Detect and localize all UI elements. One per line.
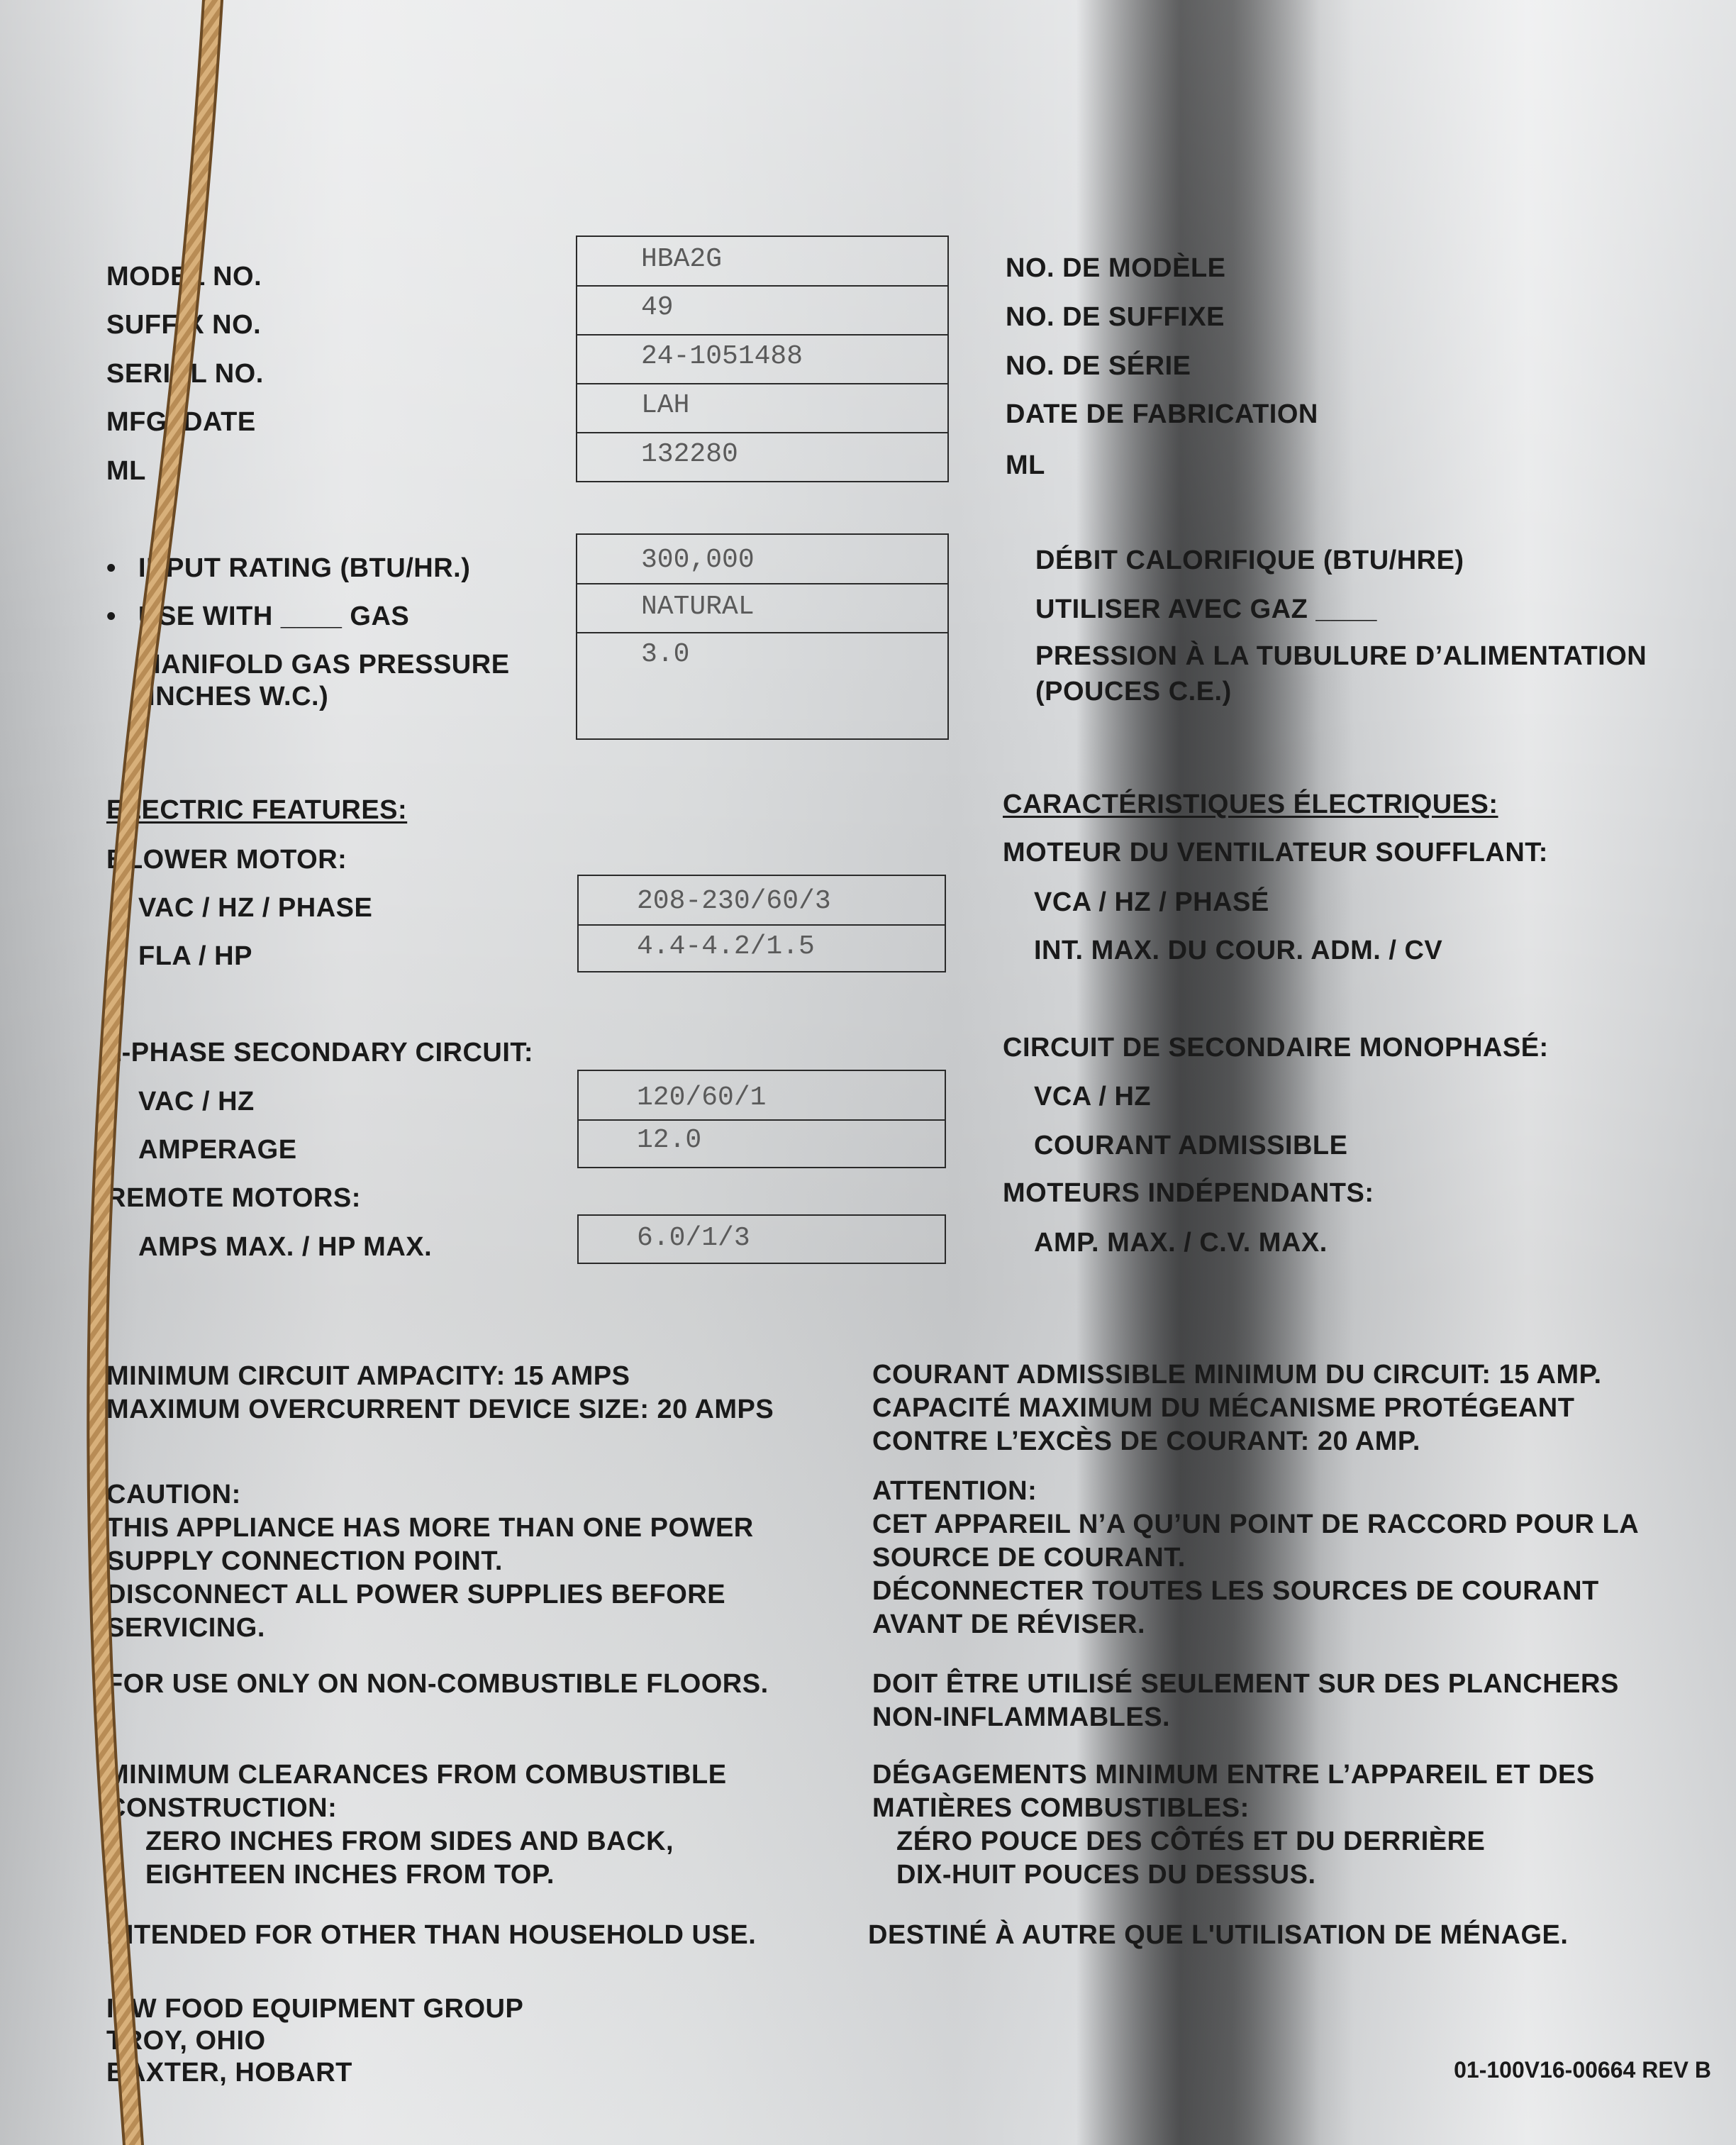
fr-attention-line-1: CET APPAREIL N’A QU’UN POINT DE RACCORD POUR LA [872, 1509, 1640, 1539]
floor-notice: FOR USE ONLY ON NON-COMBUSTIBLE FLOORS. [106, 1669, 769, 1699]
fr-attention-heading: ATTENTION: [872, 1476, 1037, 1506]
blower-motor-heading-fr: MOTEUR DU VENTILATEUR SOUFFLANT: [1003, 838, 1548, 868]
fr-floor-line-2: NON-INFLAMMABLES. [872, 1702, 1171, 1732]
part-number: 01-100V16-00664 REV B [1454, 2057, 1711, 2083]
label-fr-manifold-units: (POUCES C.E.) [1035, 677, 1232, 706]
electric-features-heading-fr: CARACTÉRISTIQUES ÉLECTRIQUES: [1003, 789, 1498, 819]
vac-hz-phase-value: 208-230/60/3 [637, 886, 831, 916]
label-ml: ML [106, 456, 146, 486]
label-amps-hp-max: AMPS MAX. / HP MAX. [138, 1232, 433, 1262]
amperage-value: 12.0 [637, 1125, 702, 1155]
remote-motors-heading: REMOTE MOTORS: [106, 1183, 361, 1213]
remote-motors-heading-fr: MOTEURS INDÉPENDANTS: [1003, 1178, 1374, 1208]
label-fla-hp: FLA / HP [138, 941, 252, 971]
max-overcurrent-size: MAXIMUM OVERCURRENT DEVICE SIZE: 20 AMPS [106, 1395, 774, 1424]
ml-value: 132280 [641, 439, 738, 470]
caution-line-1: THIS APPLIANCE HAS MORE THAN ONE POWER [106, 1513, 754, 1543]
caution-line-2: SUPPLY CONNECTION POINT. [106, 1546, 503, 1576]
label-fr-manifold: PRESSION À LA TUBULURE D’ALIMENTATION [1035, 641, 1647, 671]
label-manifold-pressure: MANIFOLD GAS PRESSURE [138, 650, 510, 680]
blower-value-box [577, 875, 946, 972]
secondary-circuit-heading: 1-PHASE SECONDARY CIRCUIT: [106, 1038, 534, 1068]
fr-clearance-line-3: ZÉRO POUCE DES CÔTÉS ET DU DERRIÈRE [896, 1827, 1486, 1856]
label-fr-fla-hp: INT. MAX. DU COUR. ADM. / CV [1034, 936, 1443, 965]
label-fr-vac-hz: VCA / HZ [1034, 1082, 1152, 1112]
caution-line-4: SERVICING. [106, 1613, 265, 1643]
label-fr-amps-hp-max: AMP. MAX. / C.V. MAX. [1034, 1228, 1328, 1258]
label-fr-amperage: COURANT ADMISSIBLE [1034, 1131, 1348, 1160]
label-serial-no: SERIAL NO. [106, 359, 264, 389]
caution-line-3: DISCONNECT ALL POWER SUPPLIES BEFORE [106, 1580, 726, 1609]
caution-heading: CAUTION: [106, 1480, 241, 1509]
gas-value-box [576, 533, 949, 740]
clearance-line-2: CONSTRUCTION: [106, 1793, 338, 1823]
min-circuit-ampacity: MINIMUM CIRCUIT AMPACITY: 15 AMPS [106, 1361, 630, 1391]
label-suffix-no: SUFFIX NO. [106, 310, 262, 340]
gas-type-value: NATURAL [641, 592, 755, 622]
fr-floor-line-1: DOIT ÊTRE UTILISÉ SEULEMENT SUR DES PLANCHERS [872, 1669, 1619, 1699]
suffix-no-value: 49 [641, 292, 674, 323]
label-amperage: AMPERAGE [138, 1135, 297, 1165]
amps-hp-max-value: 6.0/1/3 [637, 1223, 750, 1253]
vac-hz-value: 120/60/1 [637, 1082, 767, 1113]
fr-overcurrent: CONTRE L’EXCÈS DE COURANT: 20 AMP. [872, 1426, 1420, 1456]
fr-clearance-line-2: MATIÈRES COMBUSTIBLES: [872, 1793, 1250, 1823]
household-notice: INTENDED FOR OTHER THAN HOUSEHOLD USE. [106, 1920, 757, 1950]
clearance-line-3: ZERO INCHES FROM SIDES AND BACK, [145, 1827, 674, 1856]
manufacturer-line-2: TROY, OHIO [106, 2026, 266, 2056]
fr-attention-line-2: SOURCE DE COURANT. [872, 1543, 1186, 1573]
fr-max-capacity: CAPACITÉ MAXIMUM DU MÉCANISME PROTÉGEANT [872, 1393, 1575, 1423]
label-fr-model: NO. DE MODÈLE [1006, 253, 1226, 283]
fr-attention-line-3: DÉCONNECTER TOUTES LES SOURCES DE COURANT [872, 1576, 1599, 1606]
fr-attention-line-4: AVANT DE RÉVISER. [872, 1609, 1146, 1639]
manufacturer-line-1: ITW FOOD EQUIPMENT GROUP [106, 1994, 524, 2024]
label-model-no: MODEL NO. [106, 262, 262, 292]
label-vac-hz-phase: VAC / HZ / PHASE [138, 893, 373, 923]
fr-clearance-line-4: DIX-HUIT POUCES DU DESSUS. [896, 1860, 1316, 1890]
manufacturer-line-3: BAXTER, HOBART [106, 2058, 352, 2088]
id-value-box [576, 235, 949, 482]
label-use-with-gas: USE WITH ____ GAS [138, 602, 410, 631]
label-mfg-date: MFG. DATE [106, 407, 256, 437]
label-vac-hz: VAC / HZ [138, 1087, 255, 1116]
model-no-value: HBA2G [641, 244, 723, 275]
bullet-icon: • [106, 553, 116, 583]
mfg-date-value: LAH [641, 390, 690, 421]
clearance-line-1: MINIMUM CLEARANCES FROM COMBUSTIBLE [106, 1760, 727, 1790]
label-fr-serial: NO. DE SÉRIE [1006, 351, 1191, 381]
label-fr-ml: ML [1006, 450, 1045, 480]
electric-features-heading: ELECTRIC FEATURES: [106, 795, 408, 825]
input-rating-value: 300,000 [641, 545, 755, 575]
label-fr-input-rating: DÉBIT CALORIFIQUE (BTU/HRE) [1035, 545, 1464, 575]
secondary-value-box [577, 1070, 946, 1168]
fla-hp-value: 4.4-4.2/1.5 [637, 931, 815, 962]
label-fr-suffix: NO. DE SUFFIXE [1006, 302, 1225, 332]
label-fr-vac-hz-phase: VCA / HZ / PHASÉ [1034, 887, 1269, 917]
clearance-line-4: EIGHTEEN INCHES FROM TOP. [145, 1860, 555, 1890]
label-manifold-units: (INCHES W.C.) [138, 682, 329, 711]
serial-no-value: 24-1051488 [641, 341, 803, 372]
label-fr-use-with-gas: UTILISER AVEC GAZ ____ [1035, 594, 1377, 624]
bullet-icon: • [106, 602, 116, 631]
manifold-pressure-value: 3.0 [641, 639, 690, 670]
label-input-rating: INPUT RATING (BTU/HR.) [138, 553, 471, 583]
remote-value-box [577, 1214, 946, 1264]
secondary-circuit-heading-fr: CIRCUIT DE SECONDAIRE MONOPHASÉ: [1003, 1033, 1549, 1063]
fr-clearance-line-1: DÉGAGEMENTS MINIMUM ENTRE L’APPAREIL ET DES [872, 1760, 1595, 1790]
blower-motor-heading: BLOWER MOTOR: [106, 845, 347, 875]
fr-household-notice: DESTINÉ À AUTRE QUE L'UTILISATION DE MÉNAGE. [868, 1920, 1569, 1950]
label-fr-mfg-date: DATE DE FABRICATION [1006, 399, 1318, 429]
fr-min-circuit: COURANT ADMISSIBLE MINIMUM DU CIRCUIT: 15 AMP. [872, 1360, 1602, 1390]
